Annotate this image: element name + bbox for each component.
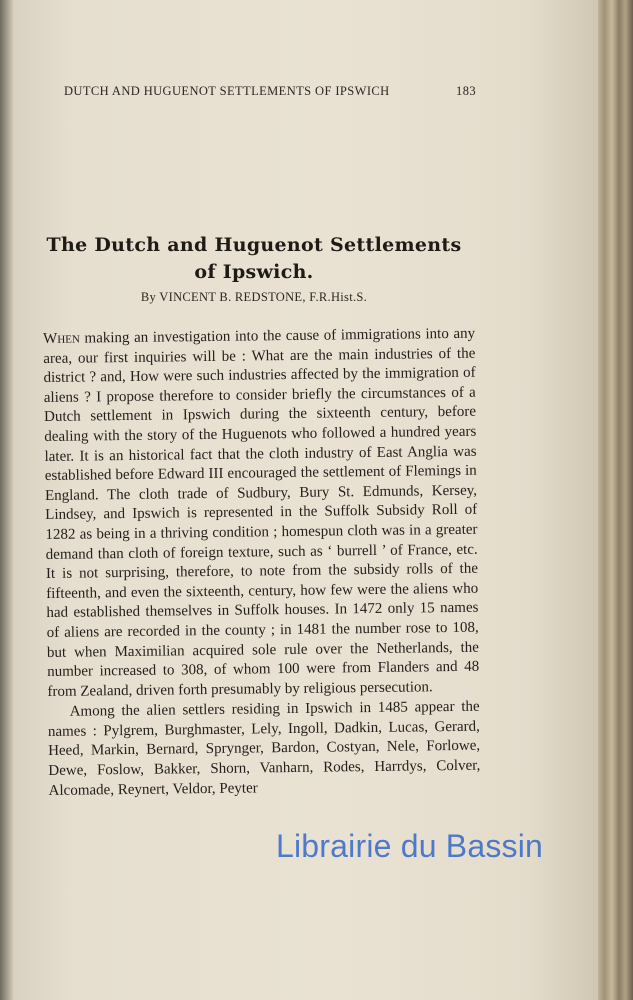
paragraph-1 [43, 325, 480, 703]
article-body [43, 325, 481, 801]
article-title-line2: of Ipswich. [194, 261, 314, 283]
running-head-title: DUTCH AND HUGUENOT SETTLEMENTS OF IPSWICH [64, 84, 390, 98]
byline: By VINCENT B. REDSTONE, F.R.Hist.S. [140, 290, 368, 304]
article-title-line1: The Dutch and Huguenot Settlements [46, 234, 462, 256]
watermark: Librairie du Bassin [276, 828, 544, 864]
facing-page-edge [0, 0, 14, 1000]
paragraph-1-text: making an investigation into the cause of immigrations into any area, our first inquiries will be : What are the main industries of the district ? and, How were such industries affected by the immigration of aliens ? I propose therefore to consider briefly the circumstances of a Dutch settlement in Ipswich during the sixteenth century, before dealing with the story of the Huguenots who followed a hundred years later. It is an historical fact that the cloth industry of East Anglia was established before Edward III encouraged the settlement of Flemings in England. The cloth trade of Sudbury, Bury St. Edmunds, Kersey, Lindsey, and Ipswich is represented in the Suffolk Subsidy Roll of 1282 as being in a thriving condition ; homespun cloth was in a greater demand than cloth of foreign texture, such as ‘ burrell ’ of France, etc. It is not surprising, therefore, to note from the subsidy rolls of the fifteenth, and even the sixteenth, century, how few were the aliens who had established themselves in Suffolk houses. In 1472 only 15 names of aliens are recorded in the county ; in 1481 the number rose to 108, but when Maximilian acquired sole rule over the Netherlands, the number increased to 308, of whom 100 were from Flanders and 48 from Zealand, driven forth presumably by religious persecution. [43, 325, 480, 700]
article-title [44, 232, 464, 286]
paragraph-2: Among the alien settlers residing in Ipswich in 1485 appear the names : Pylgrem, Burghmaster, Lely, Ingoll, Dadkin, Lucas, Gerard, Heed, Markin, Bernard, Sprynger, Bardon, Costyan, Nele, Forlowe, Dewe, Foslow, Bakker, Shorn, Vanharn, Rodes, Harrdys, Colver, Alcomade, Reynert, Veldor, Peyter [47, 698, 481, 799]
running-head [64, 84, 476, 99]
page-number: 183 [456, 84, 476, 98]
paragraph-1-lead: When [43, 330, 80, 347]
